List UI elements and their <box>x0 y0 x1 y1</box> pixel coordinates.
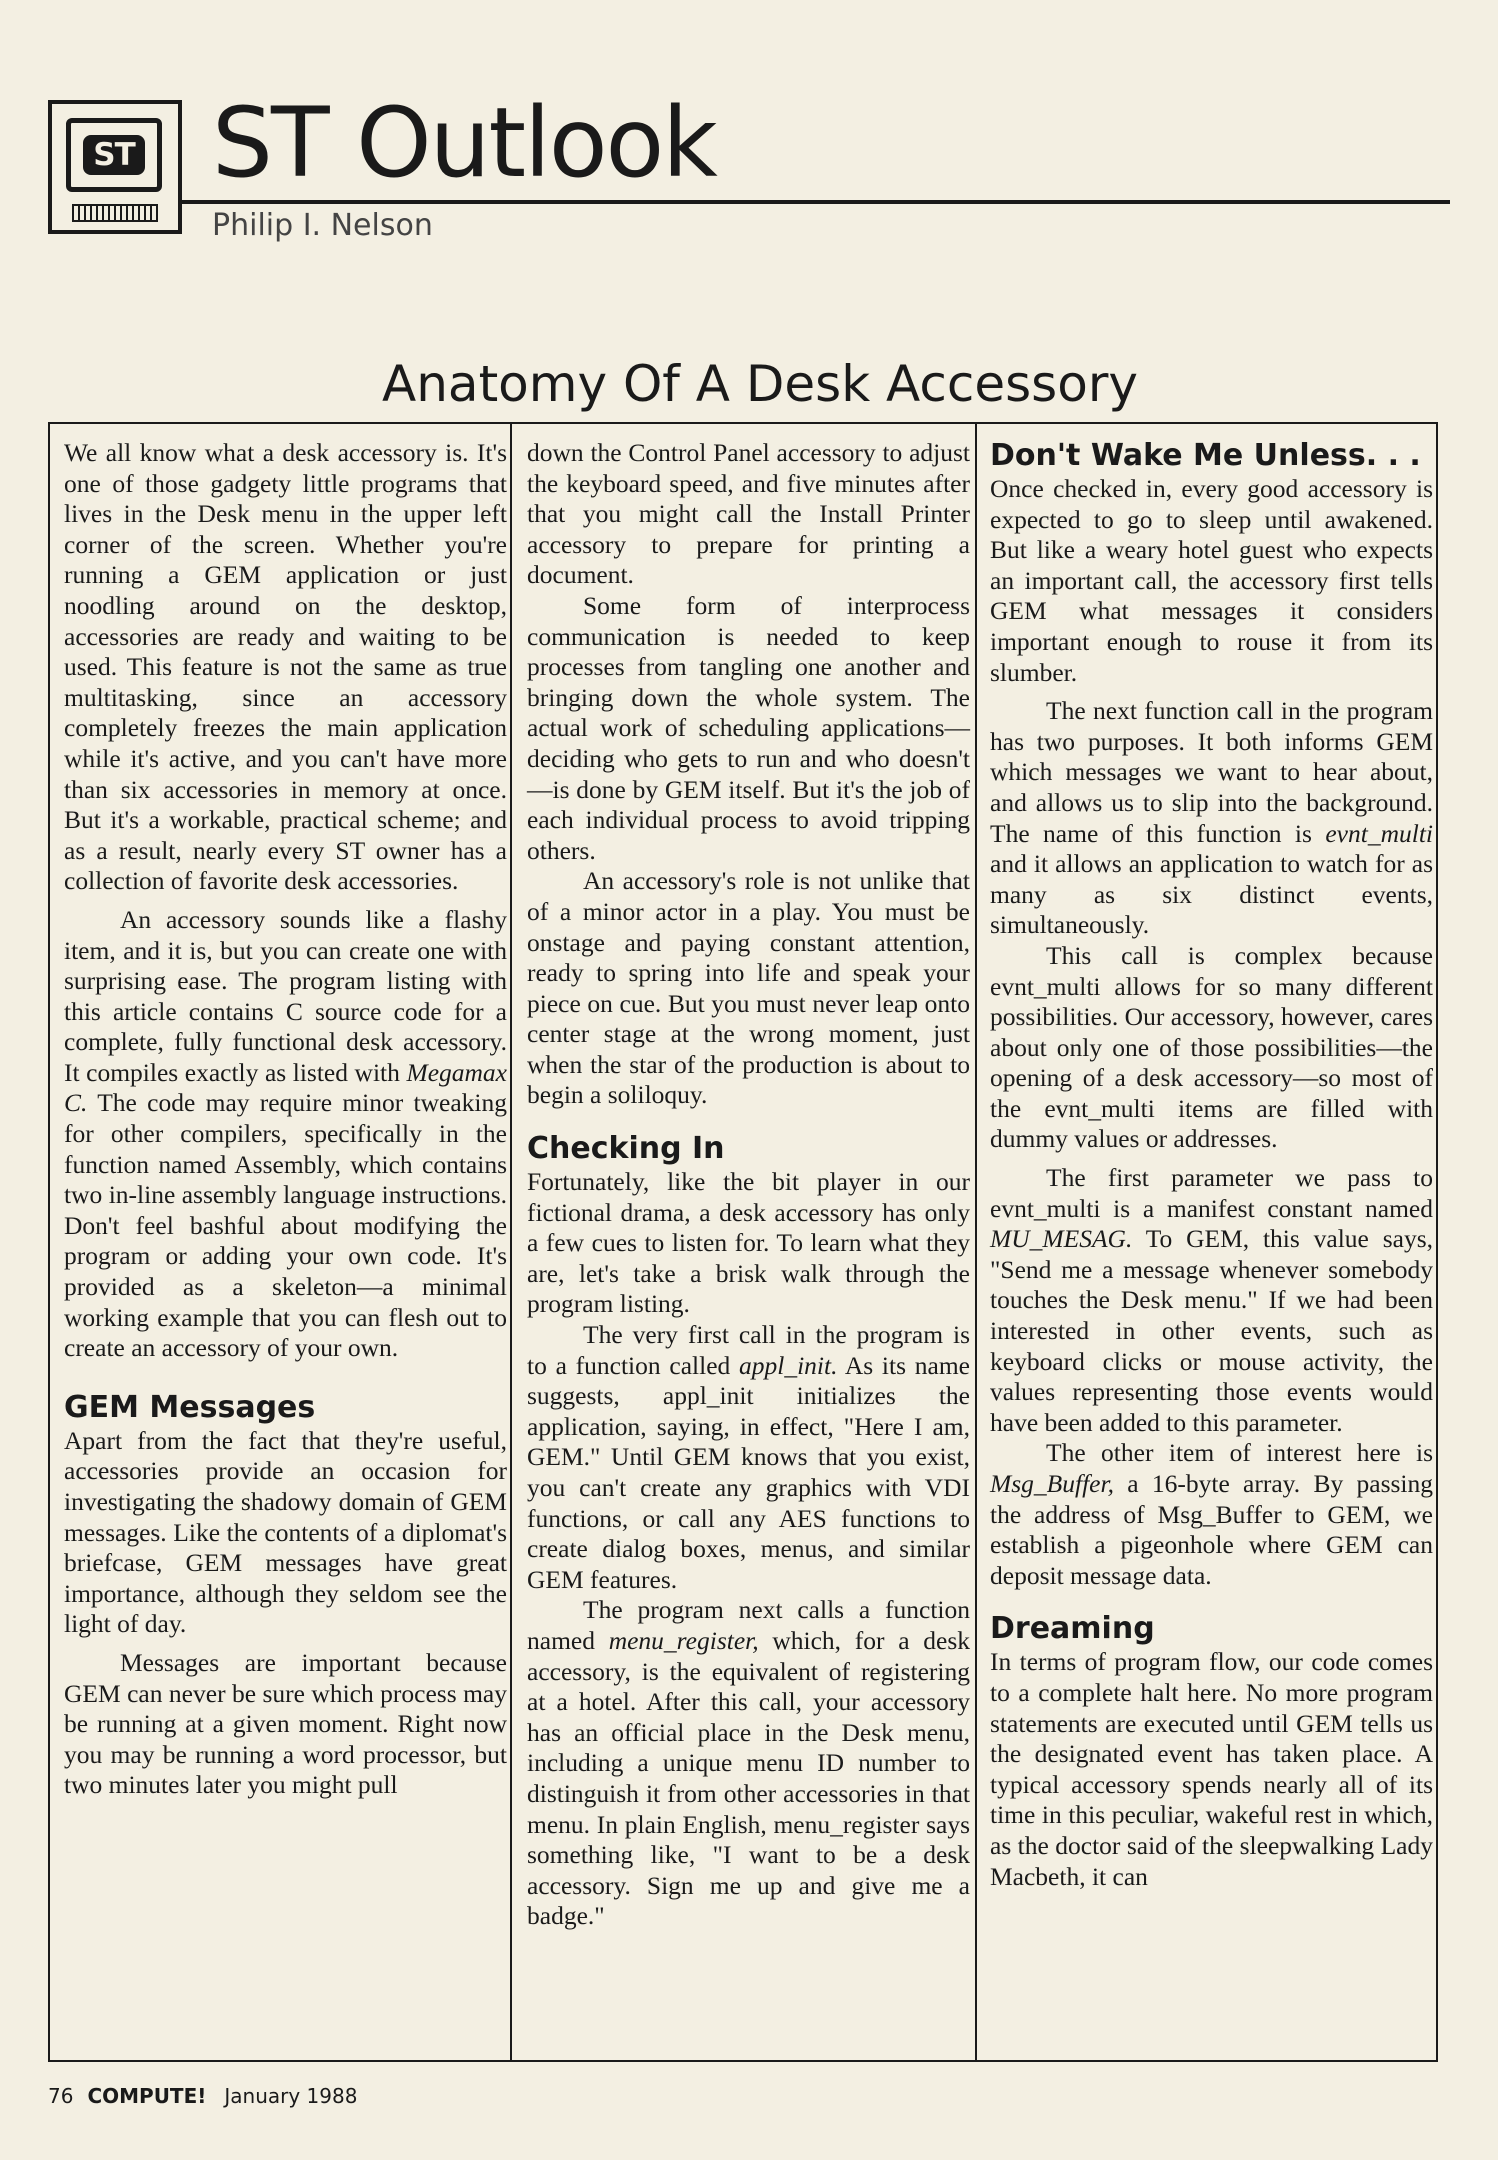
paragraph: Apart from the fact that they're useful, accessories provide an occasion for investigating the shadowy domain of GEM messages. Like the contents of a diplomat's briefcase, GEM messages have great importance, although they seldom see the light of day. <box>64 1425 507 1639</box>
paragraph: An accessory's role is not unlike that of a minor actor in a play. You must be onstage and paying constant attention, ready to spring into life and speak your piece on cue. But you must never leap onto center stage at the wrong moment, just when the star of the production is about to begin a soliloquy. <box>527 866 970 1110</box>
paragraph: An accessory sounds like a flashy item, and it is, but you can create one with surprising ease. The program listing with this article contains C source code for a complete, fully functional desk accessory. It compiles exactly as listed with Megamax C. The code may require minor tweaking for other compilers, specifically in the function named Assembly, which contains two in-line assembly language instructions. Don't feel bashful about modifying the program or adding your own code. It's provided as a skeleton—a minimal working example that you can flesh out to create an accessory of your own. <box>64 904 507 1363</box>
column-divider <box>975 424 977 2060</box>
article-column-3 <box>990 438 1433 1892</box>
section-heading-dont-wake-me: Don't Wake Me Unless. . . <box>990 438 1421 473</box>
paragraph: Once checked in, every good accessory is expected to go to sleep until awakened. But like a weary hotel guest who expects an important call, the accessory first tells GEM what messages it considers important enough to rouse it from its slumber. <box>990 474 1433 687</box>
magazine-name: COMPUTE! <box>87 2084 207 2108</box>
paragraph: The program next calls a function named menu_register, which, for a desk accessory, is the equivalent of registering at a hotel. After this call, your accessory has an official place in the Desk menu, including a unique menu ID number to distinguish it from other accessories in that menu. In plain English, menu_register says something like, "I want to be a desk accessory. Sign me up and give me a badge." <box>527 1595 970 1931</box>
issue-date: January 1988 <box>224 2084 358 2108</box>
title-rule <box>182 200 1450 204</box>
article-column-1 <box>64 438 507 1801</box>
paragraph: We all know what a desk accessory is. It's one of those gadgety little programs that lives in the Desk menu in the upper left corner of the screen. Whether you're running a GEM application or just noodling around on the desktop, accessories are ready and waiting to be used. This feature is not the same as true multitasking, since an accessory completely freezes the main application while it's active, and you can't have more than six accessories in memory at once. But it's a workable, practical scheme; and as a result, nearly every ST owner has a collection of favorite desk accessories. <box>64 438 507 896</box>
monitor-icon <box>66 118 162 192</box>
article-column-2 <box>527 438 970 1932</box>
section-heading-gem-messages: GEM Messages <box>64 1389 316 1425</box>
paragraph: The first parameter we pass to evnt_multi is a manifest constant named MU_MESAG. To GEM, this value says, "Send me a message whenever somebody touches the Desk menu." If we had been interested in other events, such as keyboard clicks or mouse activity, the values representing those events would have been added to this parameter. <box>990 1163 1433 1437</box>
paragraph: In terms of program flow, our code comes to a complete halt here. No more program statements are executed until GEM tells us the designated event has taken place. A typical accessory spends nearly all of its time in this peculiar, wakeful rest in which, as the doctor said of the sleepwalking Lady Macbeth, it can <box>990 1647 1433 1891</box>
author-byline: Philip I. Nelson <box>212 208 433 243</box>
section-heading-dreaming: Dreaming <box>990 1611 1155 1647</box>
paragraph: The very first call in the program is to a function called appl_init. As its name suggests, appl_init initializes the application, saying, in effect, "Here I am, GEM." Until GEM knows that you exist, you can't create any graphics with VDI functions, or call any AES functions to create dialog boxes, menus, and similar GEM features. <box>527 1320 970 1594</box>
column-logo <box>48 100 182 234</box>
article-headline: Anatomy Of A Desk Accessory <box>382 355 1138 413</box>
paragraph: Some form of interprocess communication is needed to keep processes from tangling one another and bringing down the whole system. The actual work of scheduling applications—deciding who gets to run and who doesn't—is done by GEM itself. But it's the job of each individual process to avoid tripping others. <box>527 590 970 865</box>
paragraph: Fortunately, like the bit player in our fictional drama, a desk accessory has only a few cues to listen for. To learn what they are, let's take a brisk walk through the program listing. <box>527 1167 970 1319</box>
column-title: ST Outlook <box>212 87 716 199</box>
paragraph: Messages are important because GEM can never be sure which process may be running at a given moment. Right now you may be running a word processor, but two minutes later you might pull <box>64 1647 507 1800</box>
paragraph: The other item of interest here is Msg_Buffer, a 16-byte array. By passing the address of Msg_Buffer to GEM, we establish a pigeonhole where GEM can deposit message data. <box>990 1438 1433 1590</box>
paragraph: down the Control Panel accessory to adjust the keyboard speed, and five minutes after that you might call the Install Printer accessory to prepare for printing a document. <box>527 438 970 590</box>
paragraph: This call is complex because evnt_multi allows for so many different possibilities. Our accessory, however, cares about only one of those possibilities—the opening of a desk accessory—so most of the evnt_multi items are filled with dummy values or addresses. <box>990 940 1433 1154</box>
section-heading-checking-in: Checking In <box>527 1131 725 1167</box>
paragraph: The next function call in the program has two purposes. It both informs GEM which messages we want to hear about, and allows us to slip into the background. The name of this function is evnt_multi and it allows an application to watch for as many as six distinct events, simultaneously. <box>990 696 1433 940</box>
logo-text: ST <box>83 135 145 175</box>
column-divider <box>510 424 512 2060</box>
page-number: 76 <box>48 2084 74 2108</box>
keyboard-icon <box>72 204 158 222</box>
page-footer <box>48 2084 357 2108</box>
